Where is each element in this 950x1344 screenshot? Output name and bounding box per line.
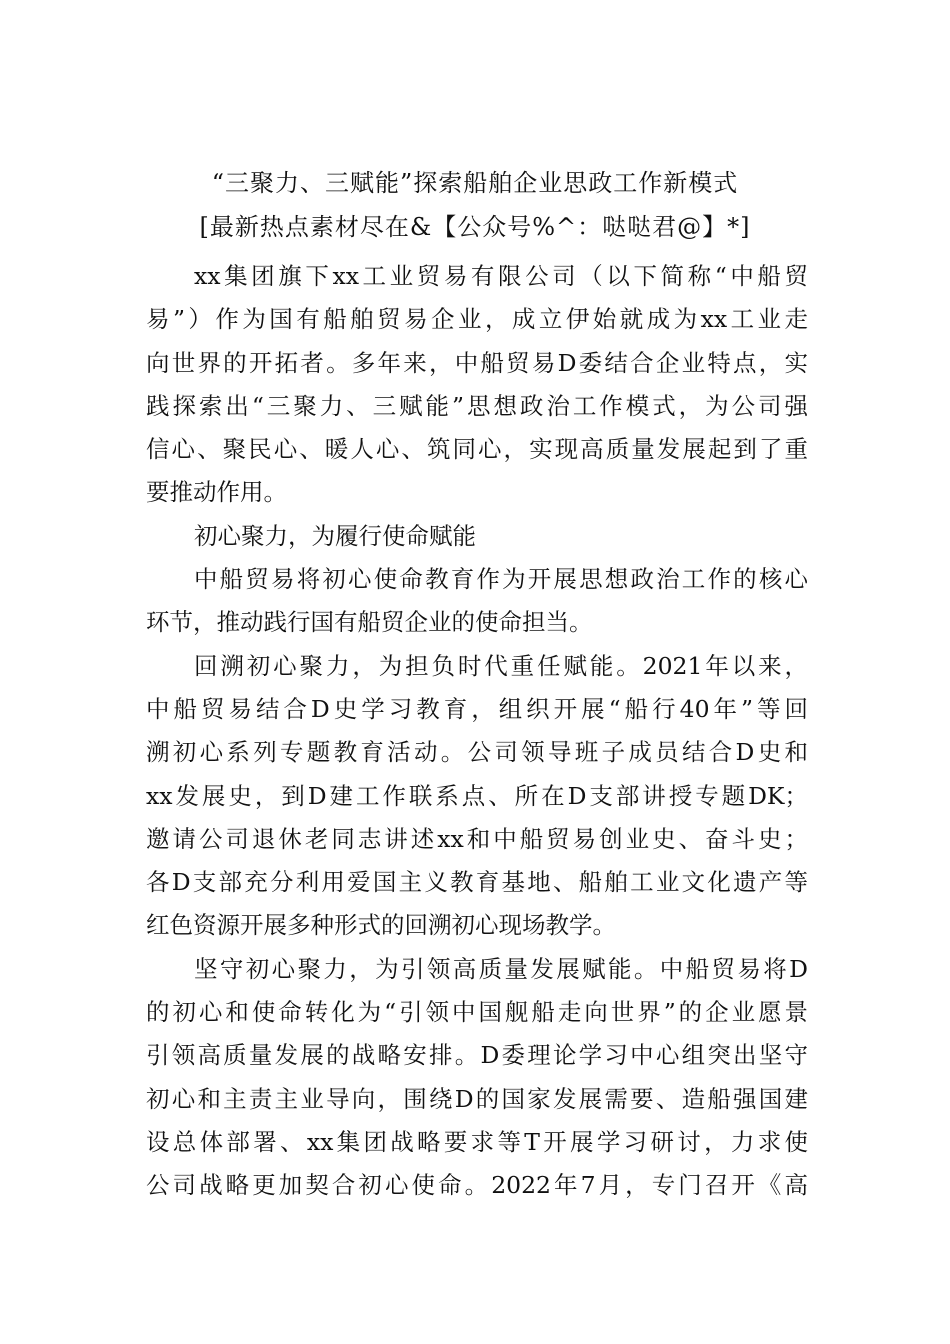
text-line: xx发展史，到D建工作联系点、所在D支部讲授专题DK； [146,781,808,810]
text-line: 中船贸易将初心使命教育作为开展思想政治工作的核心 [194,565,808,594]
text-line: 引领高质量发展的战略安排。D委理论学习中心组突出坚守 [146,1041,808,1070]
text-line: 邀请公司退休老同志讲述xx和中船贸易创业史、奋斗史； [146,824,808,853]
text-line: 红色资源开展多种形式的回溯初心现场教学。 [146,911,616,940]
text-line: xx集团旗下xx工业贸易有限公司（以下简称“中船贸 [194,262,808,290]
text-line: 各D支部充分利用爱国主义教育基地、船舶工业文化遗产等 [146,868,808,897]
section-heading: 初心聚力，为履行使命赋能 [194,521,476,550]
text-line: 信心、聚民心、暖人心、筑同心，实现高质量发展起到了重 [146,435,808,464]
text-line: 易”）作为国有船舶贸易企业，成立伊始就成为xx工业走 [146,305,808,334]
text-line: 的初心和使命转化为“引领中国舰船走向世界”的企业愿景 [146,998,808,1027]
document-body [146,255,808,1208]
document-subtitle: [最新热点素材尽在&【公众号%^：哒哒君@】*] [199,213,751,241]
text-line: 向世界的开拓者。多年来，中船贸易D委结合企业特点，实 [146,348,808,377]
text-line: 坚守初心聚力，为引领高质量发展赋能。中船贸易将D [194,954,808,983]
text-line: 践探索出“三聚力、三赋能”思想政治工作模式，为公司强 [146,391,808,420]
document-title: “三聚力、三赋能”探索船舶企业思政工作新模式 [211,169,739,197]
text-line: 要推动作用。 [146,478,287,507]
text-line: 回溯初心聚力，为担负时代重任赋能。2021年以来， [194,651,808,680]
text-line: 初心和主责主业导向，围绕D的国家发展需要、造船强国建 [146,1084,808,1113]
text-line: 中船贸易结合D史学习教育，组织开展“船行40年”等回 [146,694,808,723]
text-line: 环节，推动践行国有船贸企业的使命担当。 [146,608,593,637]
text-line: 公司战略更加契合初心使命。2022年7月，专门召开《高 [146,1171,808,1200]
text-line: 溯初心系列专题教育活动。公司领导班子成员结合D史和 [146,738,808,767]
text-line: 设总体部署、xx集团战略要求等T开展学习研讨，力求使 [146,1127,808,1156]
